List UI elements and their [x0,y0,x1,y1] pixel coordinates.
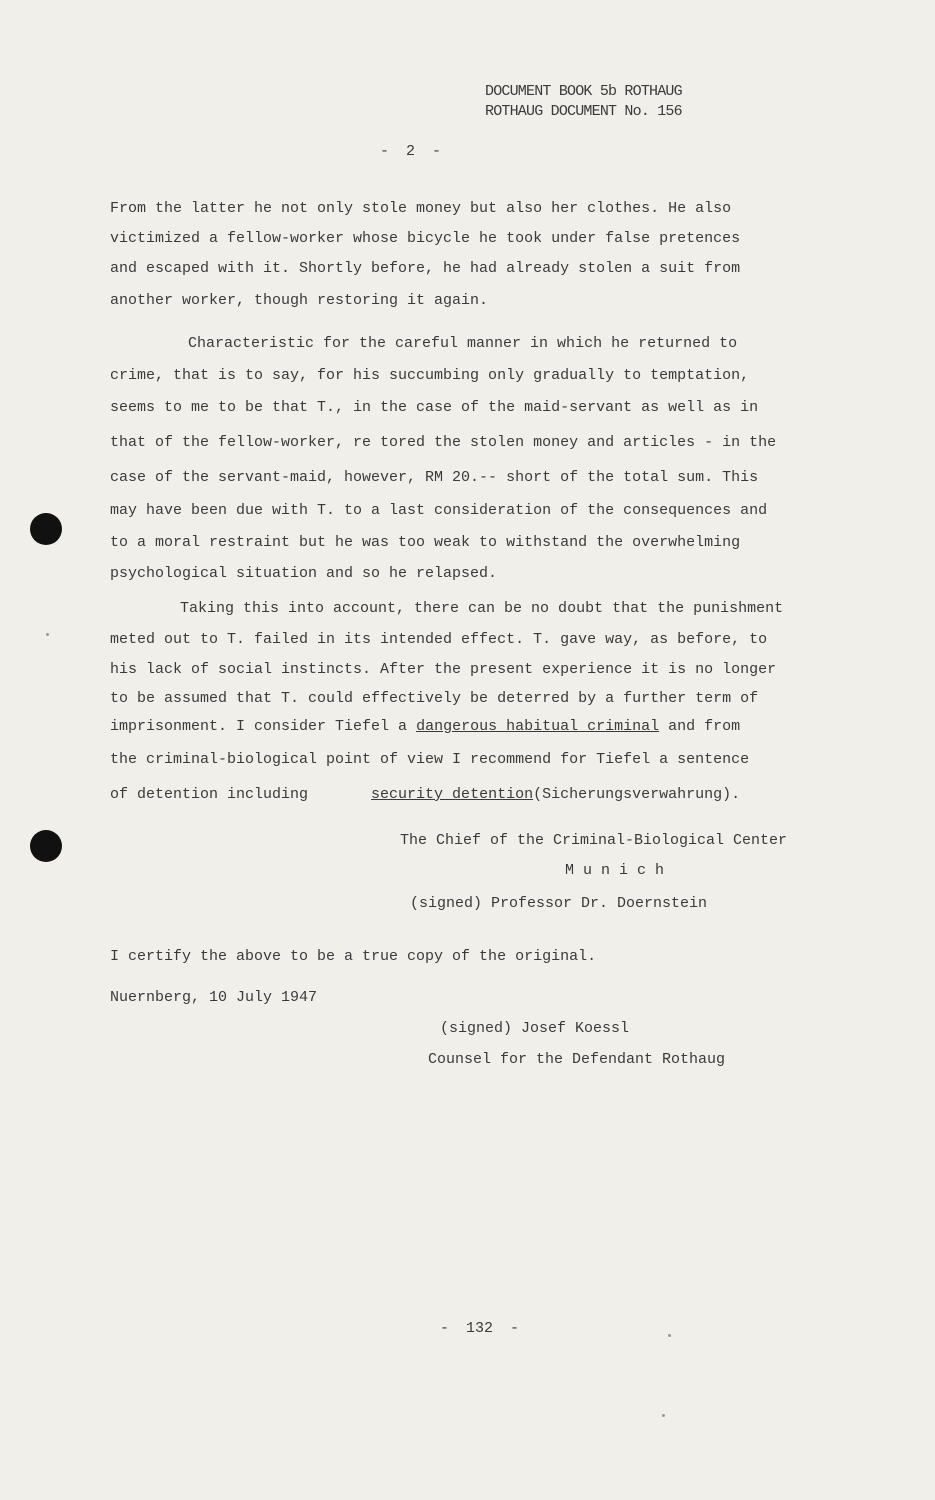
body-text: imprisonment. I consider Tiefel a [110,718,417,735]
body-line: that of the fellow-worker, re tored the stolen money and articles - in the [110,434,777,451]
body-line: another worker, though restoring it again. [110,292,489,309]
place-date: Nuernberg, 10 July 1947 [110,989,318,1006]
body-line: case of the servant-maid, however, RM 20.-- short of the total sum. This [110,469,759,486]
body-line: his lack of social instincts. After the present experience it is no longer [110,661,777,678]
certifier-name: (signed) Josef Koessl [440,1020,630,1037]
footer-page-number: - 132 - [440,1320,520,1337]
body-line: Characteristic for the careful manner in which he returned to [188,335,738,352]
body-line [110,786,740,804]
certification-text: I certify the above to be a true copy of the original. [110,948,597,965]
punch-hole [30,830,62,862]
underlined-phrase: security detention [371,786,534,803]
body-line: to a moral restraint but he was too weak to withstand the overwhelming [110,534,741,551]
body-line: Taking this into account, there can be no doubt that the punishment [180,600,784,617]
signature-name: (signed) Professor Dr. Doernstein [410,895,708,912]
body-line: From the latter he not only stole money but also her clothes. He also [110,200,732,217]
paper-speck [662,1414,665,1417]
body-line: seems to me to be that T., in the case of the maid-servant as well as in [110,399,759,416]
page-marker: - 2 - [380,143,442,160]
body-line: victimized a fellow-worker whose bicycle he took under false pretences [110,230,741,247]
body-text: and from [659,718,741,735]
body-line: and escaped with it. Shortly before, he had already stolen a suit from [110,260,741,277]
body-text: of detention including [110,786,309,803]
body-line: meted out to T. failed in its intended effect. T. gave way, as before, to [110,631,768,648]
body-line: psychological situation and so he relapsed. [110,565,498,582]
body-line: may have been due with T. to a last consideration of the consequences and [110,502,768,519]
header-line-1: DOCUMENT BOOK 5b ROTHAUG [485,83,682,100]
punch-hole [30,513,62,545]
header-line-2: ROTHAUG DOCUMENT No. 156 [485,103,682,120]
paper-speck [668,1334,671,1337]
body-line: to be assumed that T. could effectively be deterred by a further term of [110,690,759,707]
body-line: the criminal-biological point of view I recommend for Tiefel a sentence [110,751,750,768]
certifier-role: Counsel for the Defendant Rothaug [428,1051,726,1068]
body-line [110,718,740,736]
body-line: crime, that is to say, for his succumbing only gradually to temptation, [110,367,750,384]
paper-speck [46,633,49,636]
signature-city: M u n i c h [565,862,665,879]
underlined-phrase: dangerous habitual criminal [416,718,660,735]
signature-title: The Chief of the Criminal-Biological Center [400,832,788,849]
body-text: (Sicherungsverwahrung). [533,786,741,803]
